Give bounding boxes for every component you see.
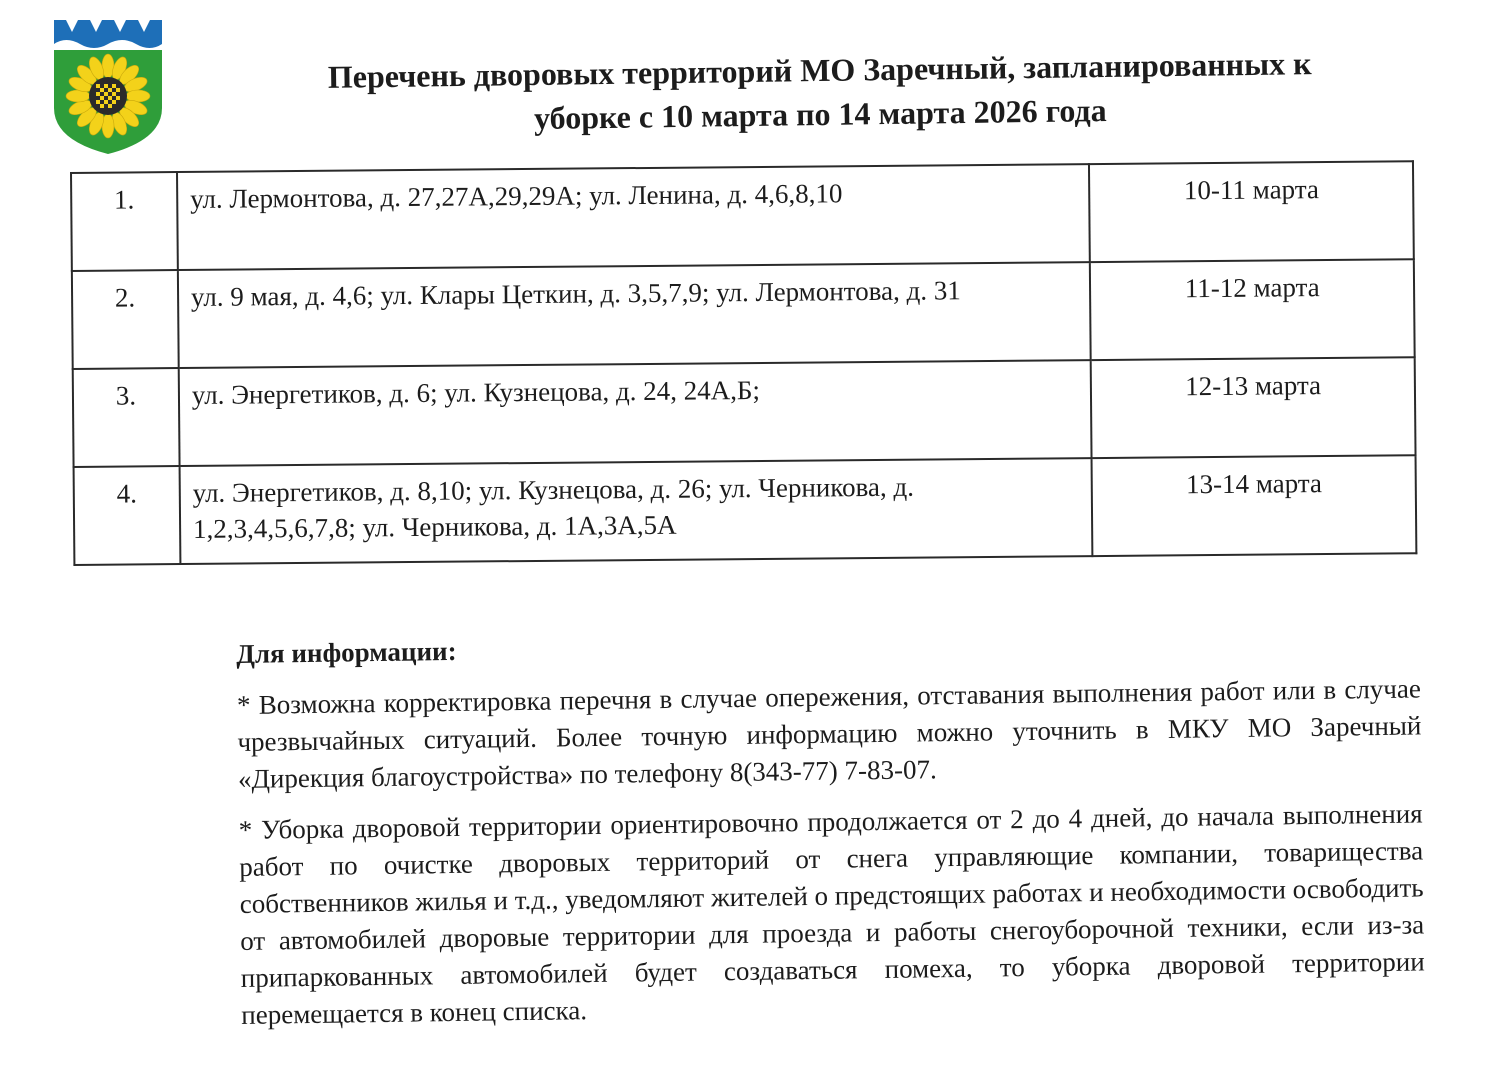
row-number: 1. xyxy=(71,172,178,271)
row-dates: 12-13 марта xyxy=(1091,357,1415,458)
table-row xyxy=(71,161,1414,271)
row-number: 4. xyxy=(74,466,181,565)
table-row xyxy=(73,357,1416,467)
info-note-cleaning: * Уборка дворовой территории ориентировочно продолжается от 2 до 4 дней, до начала выполнения работ по очистке дворовых территорий от снега управляющие компании, товарищества собственников жилья и т.д., уведомляют жителей о предстоящих работах и необходимости освободить от автомобилей дворовые территории для проезда и работы снегоуборочной техники, если из-за припаркованных автомобилей будет создаваться помеха, то уборка дворовой территории перемещается в конец списка. xyxy=(238,798,1425,1030)
row-address: ул. Энергетиков, д. 6; ул. Кузнецова, д. 24, 24А,Б; xyxy=(179,360,1092,466)
title-line-1: Перечень дворовых территорий МО Заречный, запланированных к xyxy=(327,45,1312,95)
row-dates: 10-11 марта xyxy=(1089,161,1413,262)
sunflower-coat-of-arms-icon xyxy=(52,18,164,156)
row-number: 3. xyxy=(73,368,180,467)
row-address: ул. 9 мая, д. 4,6; ул. Клары Цеткин, д. 3,5,7,9; ул. Лермонтова, д. 31 xyxy=(178,262,1091,368)
info-heading: Для информации: xyxy=(236,635,457,669)
table-row xyxy=(74,455,1417,565)
title-line-2: уборке с 10 марта по 14 марта 2026 года xyxy=(533,92,1107,136)
table-row xyxy=(72,259,1415,369)
row-dates: 11-12 марта xyxy=(1090,259,1414,360)
row-address: ул. Энергетиков, д. 8,10; ул. Кузнецова, д. 26; ул. Черникова, д. 1,2,3,4,5,6,7,8; ул. Черникова, д. 1А,3А,5А xyxy=(179,458,1092,564)
info-note-correction: * Возможна корректировка перечня в случае опережения, отставания выполнения работ или в случае чрезвычайных ситуаций. Более точную информацию можно уточнить в МКУ МО Заречный «Дирекция благоустройства» по телефону 8(343-77) 7-83-07. xyxy=(236,673,1422,794)
schedule-table xyxy=(70,160,1417,566)
info-section xyxy=(236,619,1426,1047)
row-address: ул. Лермонтова, д. 27,27А,29,29А; ул. Ленина, д. 4,6,8,10 xyxy=(177,164,1090,270)
row-dates: 13-14 марта xyxy=(1092,455,1416,556)
page-title xyxy=(239,40,1400,144)
row-number: 2. xyxy=(72,270,179,369)
